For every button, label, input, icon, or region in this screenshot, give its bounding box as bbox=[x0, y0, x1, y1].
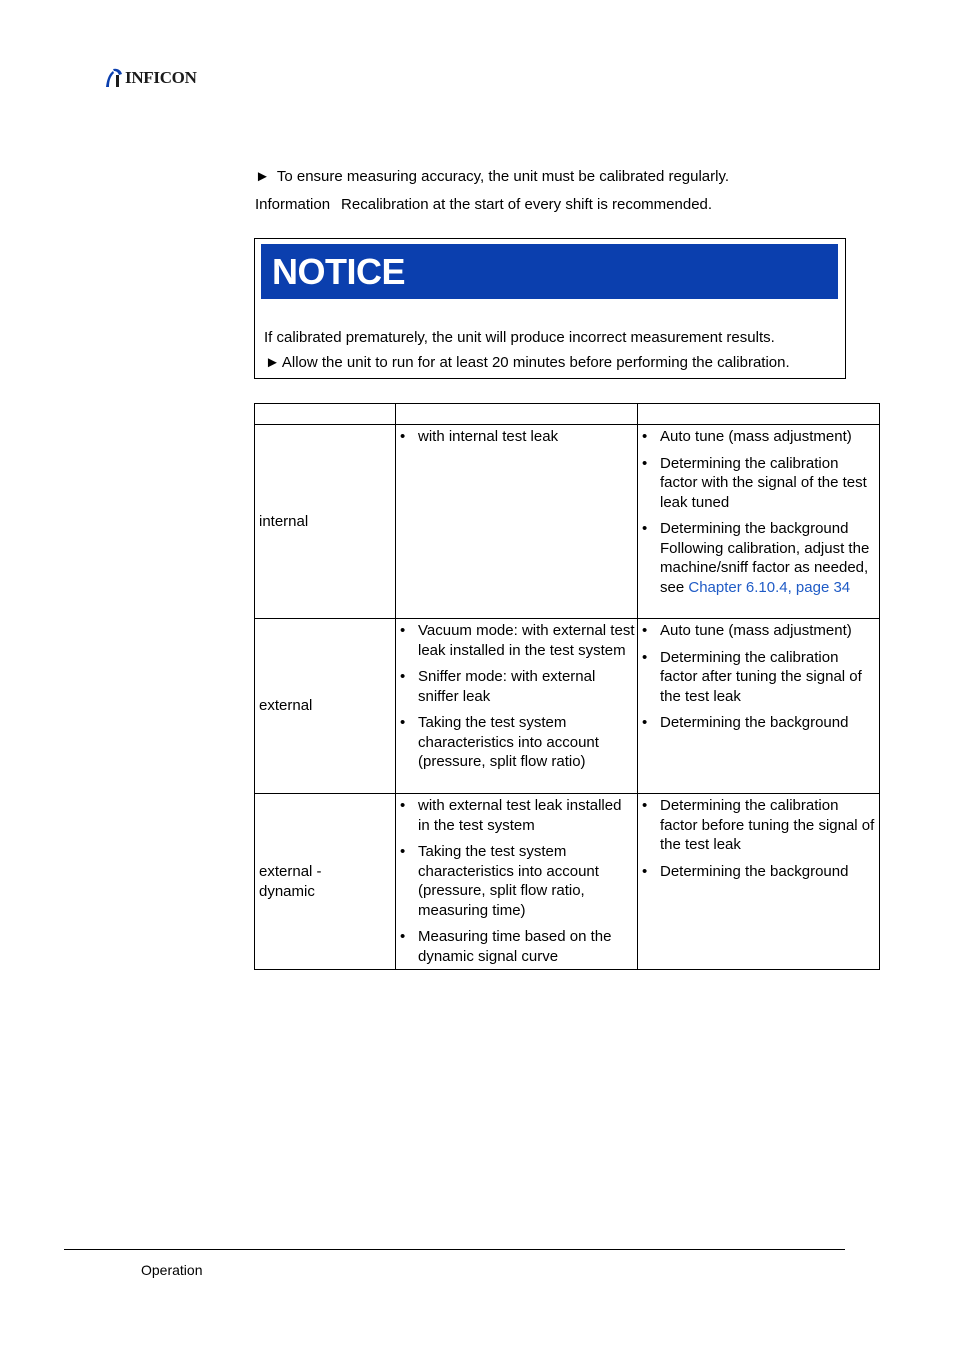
bullet-icon: • bbox=[400, 714, 406, 731]
notice-text: If calibrated prematurely, the unit will produce incorrect measurement results. bbox=[264, 329, 775, 346]
list-item: • Sniffer mode: with external sniffer leak bbox=[400, 668, 596, 705]
bullet-icon: • bbox=[642, 622, 648, 639]
list-item: • with internal test leak bbox=[400, 428, 559, 445]
mode-cell: internal bbox=[255, 425, 396, 619]
notice-action-arrow: ► bbox=[265, 354, 280, 371]
table-header-cell bbox=[396, 404, 638, 425]
bullet-icon: • bbox=[642, 454, 648, 472]
chapter-link[interactable]: Chapter 6.10.4, page 34 bbox=[688, 578, 851, 596]
bullet-icon: • bbox=[400, 622, 406, 639]
instruction-text: To ensure measuring accuracy, the unit must be calibrated regularly. bbox=[276, 168, 730, 185]
list-item: • Determining the calibration factor after tuning the signal of the test leak bbox=[642, 648, 862, 705]
notice-action bbox=[265, 354, 790, 371]
bullet-icon: • bbox=[642, 428, 648, 445]
list-item: • Auto tune (mass adjustment) bbox=[642, 428, 852, 445]
table-header-row bbox=[255, 404, 880, 425]
list-item: • Vacuum mode: with external test leak installed in the test system bbox=[400, 622, 635, 659]
notice-action-text: Allow the unit to run for at least 20 minutes before performing the calibration. bbox=[281, 354, 790, 371]
list-item: • Taking the test system characteristics into account (pressure, split flow ratio) bbox=[400, 714, 599, 770]
list-item: • Determining the calibration factor before tuning the signal of the test leak bbox=[642, 797, 875, 853]
bullet-icon: • bbox=[400, 428, 406, 445]
steps-cell bbox=[638, 794, 880, 970]
table-row bbox=[255, 619, 880, 794]
bullet-icon: • bbox=[642, 862, 648, 880]
footer-section-label: Operation bbox=[141, 1262, 203, 1278]
list-item: • Determining the background bbox=[642, 862, 849, 880]
list-item: • Determining the calibration factor with the signal of the test leak tuned bbox=[642, 454, 867, 511]
mode-cell: external - dynamic bbox=[255, 794, 396, 970]
bullet-icon: • bbox=[400, 928, 406, 945]
notice-box bbox=[254, 238, 846, 379]
list-item: • Determining the background bbox=[642, 714, 849, 731]
conditions-cell bbox=[396, 794, 638, 970]
list-item: • with external test leak installed in the test system bbox=[400, 797, 622, 834]
information-label: Information bbox=[255, 196, 331, 213]
calibration-instruction bbox=[255, 168, 729, 185]
table-header-cell bbox=[638, 404, 880, 425]
inficon-logo-icon bbox=[104, 67, 124, 89]
list-item: • Auto tune (mass adjustment) bbox=[642, 622, 852, 639]
information-note bbox=[255, 196, 712, 213]
notice-header bbox=[261, 244, 838, 299]
bullet-icon: • bbox=[400, 843, 406, 860]
list-item: • Determining the background Following calibration, adjust the machine/sniff factor as needed, see Chapter 6.10.4, page 34 bbox=[642, 520, 870, 596]
list-item: • Taking the test system characteristics into account (pressure, split flow ratio, measuring time) bbox=[400, 843, 599, 919]
footer-divider bbox=[64, 1249, 845, 1250]
bullet-icon: • bbox=[642, 520, 648, 537]
instruction-arrow: ► bbox=[255, 168, 270, 185]
bullet-icon: • bbox=[400, 797, 406, 814]
notice-title: NOTICE bbox=[272, 250, 406, 292]
bullet-icon: • bbox=[642, 648, 648, 666]
inficon-logo bbox=[104, 66, 197, 90]
mode-cell: external bbox=[255, 619, 396, 794]
information-text: Recalibration at the start of every shift is recommended. bbox=[341, 196, 713, 213]
bullet-icon: • bbox=[642, 797, 648, 814]
table-row bbox=[255, 425, 880, 619]
steps-cell bbox=[638, 425, 880, 619]
list-item: • Measuring time based on the dynamic signal curve bbox=[400, 928, 612, 965]
brand-name: INFICON bbox=[125, 68, 197, 87]
calibration-modes-table bbox=[254, 403, 880, 970]
table-header-cell bbox=[255, 404, 396, 425]
conditions-cell bbox=[396, 619, 638, 794]
conditions-cell bbox=[396, 425, 638, 619]
steps-cell bbox=[638, 619, 880, 794]
table-row bbox=[255, 794, 880, 970]
bullet-icon: • bbox=[400, 668, 406, 685]
bullet-icon: • bbox=[642, 714, 648, 731]
